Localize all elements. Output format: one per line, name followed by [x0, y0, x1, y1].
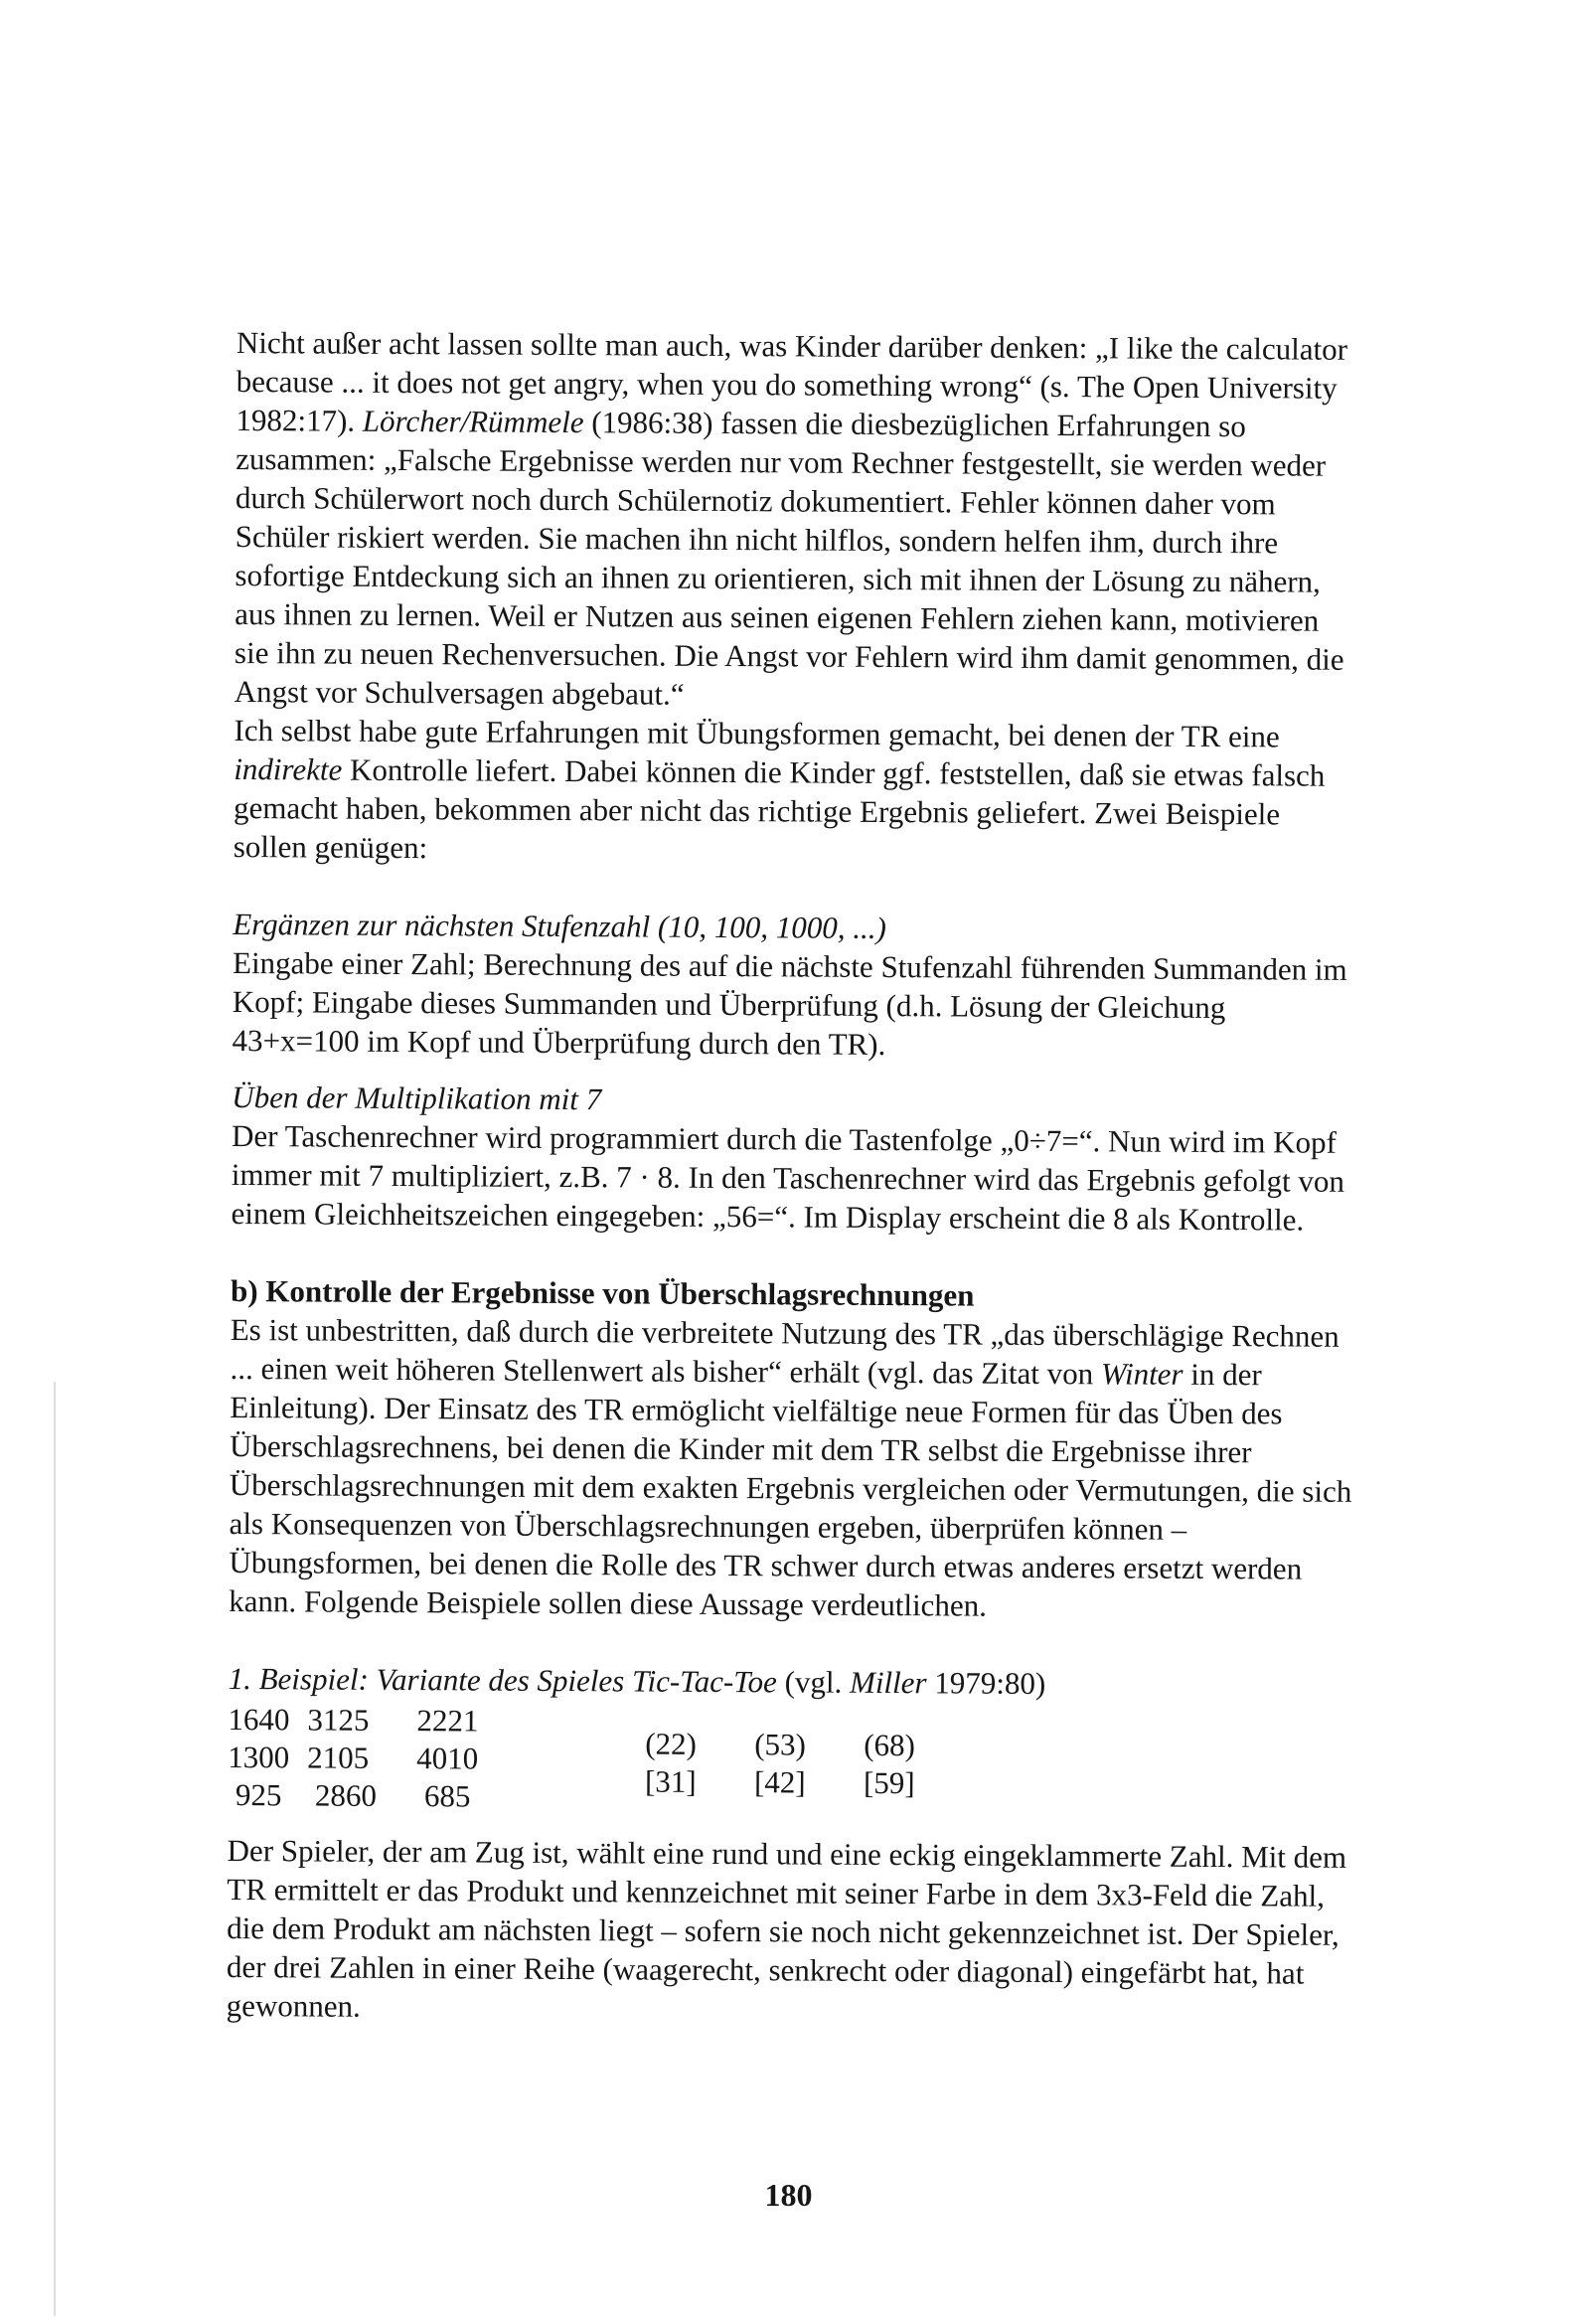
grid-cell: 925: [235, 1776, 282, 1812]
round-number: (53): [754, 1726, 807, 1762]
round-bracket-row: [645, 1725, 973, 1764]
text-run: (vgl.: [776, 1664, 851, 1700]
grid-cell: 685: [423, 1777, 471, 1813]
author-name: Lörcher/Rümmele: [362, 403, 584, 440]
paragraph-game-rules: Der Spieler, der am Zug ist, wählt eine rund und eine eckig eingeklammerte Zahl. Mit dem TR ermittelt er das Produkt und kennzeichnet mit seiner Farbe in dem 3x3-Feld die Zahl, die dem Produkt am nächsten liegt – sofern sie noch nicht gekennzeichnet ist. Der Spieler, der drei Zahlen in einer Reihe (waagerecht, senkrecht oder diagonal) eingefärbt hat, hat gewonnen.: [226, 1832, 1347, 2024]
section-heading-b: b) Kontrolle der Ergebnisse von Überschlagsrechnungen: [230, 1272, 975, 1313]
grid-row: [228, 1775, 534, 1815]
square-number: [42]: [753, 1763, 806, 1800]
text-run: Kontrolle liefert. Dabei können die Kinder ggf. feststellen, daß sie etwas falsch gemacht haben, bekommen aber nicht das richtige Ergebnis geliefert. Zwei Beispiele sollen genügen:: [233, 751, 1326, 866]
paragraph-multiplikation: Der Taschenrechner wird programmiert durch die Tastenfolge „0÷7=“. Nun wird im Kopf immer mit 7 multipliziert, z.B. 7 · 8. In den Taschenrechner wird das Ergebnis gefolgt von einem Gleichheitszeichen eingegeben: „56=“. Im Display erscheint die 8 als Kontrolle.: [231, 1117, 1345, 1238]
example-title: [229, 1659, 1351, 1705]
author-name: Miller: [849, 1664, 927, 1701]
round-number: (68): [864, 1727, 916, 1762]
example-title-text: 1. Beispiel: Variante des Spieles Tic-Tac-Toe: [228, 1660, 777, 1700]
grid-cell: 2860: [314, 1777, 378, 1813]
emphasis: indirekte: [234, 750, 343, 787]
text-run: (1986:38) fassen die diesbezüglichen Erfahrungen so zusammen: „Falsche Ergebnisse werden nur vom Rechner festgestellt, sie werden weder durch Schülerwort noch durch Schülernotiz dokumentiert. Fehler können daher vom Schüler riskiert werden. Sie machen ihn nicht hilflos, sondern helfen ihm, durch ihre sofortige Entdeckung sich an ihnen zu orientieren, sich mit ihnen der Lösung zu nähern, aus ihnen zu lernen. Weil er Nutzen aus seinen eigenen Fehlern ziehen kann, motivieren sie ihn zu neuen Rechenversuchen. Die Angst vor Fehlern wird ihm damit genommen, die Angst vor Schulversagen abgebaut.“: [234, 405, 1344, 712]
paragraph-indirect-control: [234, 711, 1357, 873]
round-number: (22): [645, 1726, 698, 1761]
text-run: Ich selbst habe gute Erfahrungen mit Übungsformen gemacht, bei denen der TR eine: [234, 712, 1280, 754]
grid-cell: 4010: [416, 1740, 479, 1776]
text-run: Es ist unbestritten, daß durch die verbreitete Nutzung des TR „das überschlägige Rechnen ... einen weit höheren Stellenwert als bisher“ erhält (vgl. das Zitat von: [230, 1311, 1340, 1392]
square-number: [59]: [863, 1764, 915, 1800]
number-grid-3x3: [228, 1700, 535, 1815]
author-name: Winter: [1100, 1356, 1183, 1392]
paragraph-stufenzahl: Eingabe einer Zahl; Berechnung des auf die nächste Stufenzahl führenden Summanden im Kopf; Eingabe dieses Summanden und Überprüfung (d.h. Lösung der Gleichung 43+x=100 im Kopf und Überprüfung durch den TR).: [232, 944, 1347, 1063]
grid-cell: 1640: [228, 1701, 290, 1737]
subheading-stufenzahl: Ergänzen zur nächsten Stufenzahl (10, 100, 1000, ...): [233, 906, 886, 946]
paragraph-calculator-quote: [235, 323, 1359, 718]
bracket-numbers: [645, 1725, 973, 1802]
tic-tac-toe-numbers: [228, 1700, 1351, 1826]
square-bracket-row: [645, 1762, 973, 1802]
page-body: [227, 323, 1359, 2032]
grid-row: [228, 1700, 534, 1740]
text-run: in der Einleitung). Der Einsatz des TR ermöglicht vielfältige neue Formen für das Üben des Überschlagsrechnens, bei denen die Kinder mit dem TR selbst die Ergebnisse ihrer Überschlagsrechnungen mit dem exakten Ergebnis vergleichen oder Vermutungen, die sich als Konsequenzen von Überschlagsrechnungen ergeben, überprüfen können – Übungsformen, bei denen die Rolle des TR schwer durch etwas anderes ersetzt werden kann. Folgende Beispiele sollen diese Aussage verdeutlichen.: [229, 1356, 1352, 1623]
grid-row: [228, 1738, 534, 1777]
grid-cell: 1300: [228, 1739, 290, 1774]
text-run: 1979:80): [926, 1665, 1046, 1701]
page-number: 180: [764, 2177, 813, 2213]
subheading-multiplikation: Üben der Multiplikation mit 7: [232, 1079, 602, 1117]
square-number: [31]: [644, 1763, 697, 1799]
text-run: Nicht außer acht lassen sollte man auch, was Kinder darüber denken: „I like the calculator because ... it does not get angry, when you do something wrong“ (s. The Open University 1982:17).: [236, 324, 1348, 438]
grid-cell: 2105: [307, 1739, 370, 1775]
paragraph-ueberschlag: [229, 1310, 1353, 1627]
scan-margin-line: [54, 1382, 56, 2316]
grid-cell: 3125: [307, 1701, 370, 1738]
grid-cell: 2221: [416, 1702, 479, 1739]
